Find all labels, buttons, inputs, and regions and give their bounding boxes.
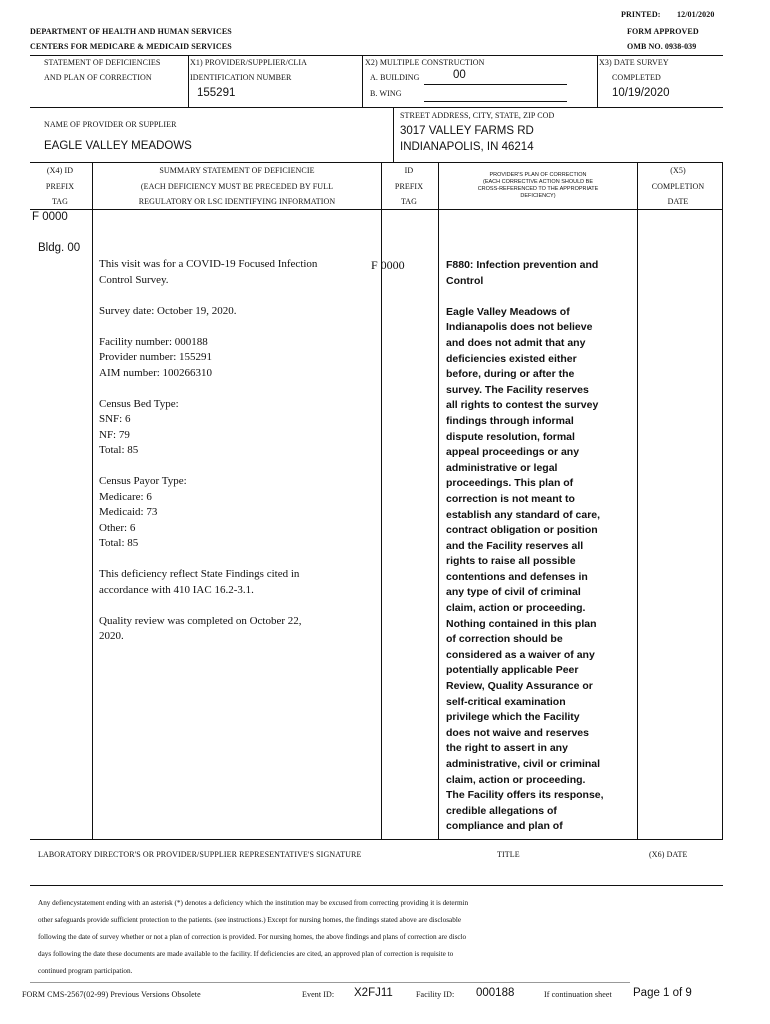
disclaimer-line: Any defiencystatement ending with an asterisk (*) denotes a deficiency which the institution may be excused from correcting providing it is determin: [38, 899, 469, 907]
building-underline: [424, 84, 567, 85]
footer-separator: [30, 982, 630, 983]
title-label: TITLE: [497, 850, 520, 859]
centers-title: CENTERS FOR MEDICARE & MEDICAID SERVICES: [30, 42, 232, 51]
omb-number: OMB NO. 0938-039: [627, 42, 697, 51]
plan-of-correction: [446, 258, 636, 850]
summary-paragraph: Facility number: 000188 Provider number: 155291 AIM number: 100266310: [99, 335, 213, 379]
summary-paragraph: Survey date: October 19, 2020.: [99, 304, 237, 317]
form-approved-label: FORM APPROVED: [627, 27, 699, 36]
id-header-1: ID: [404, 166, 414, 175]
divider: [362, 55, 363, 107]
address-line-1: 3017 VALLEY FARMS RD: [400, 125, 534, 137]
x5-header-1: (X5): [670, 166, 686, 175]
x1-label-1: X1) PROVIDER/SUPPLIER/CLIA: [190, 58, 308, 67]
divider: [393, 107, 394, 162]
plan-header-4: DEFICIENCY): [520, 193, 556, 199]
building-value: 00: [453, 69, 466, 81]
wing-label: B. WING: [370, 89, 402, 98]
divider: [597, 55, 598, 107]
plan-paragraph: F880: Infection prevention and Control: [446, 259, 599, 287]
column-line: [92, 162, 93, 840]
event-id-value: X2FJ11: [354, 987, 393, 999]
summary-paragraph: Quality review was completed on October 22, 2020.: [99, 614, 302, 642]
top-border: [30, 55, 723, 56]
date-label: (X6) DATE: [649, 850, 688, 859]
id-header-2: PREFIX: [394, 182, 424, 191]
summary-statement: [99, 257, 379, 660]
statement-label-1: STATEMENT OF DEFICIENCIES: [44, 58, 161, 67]
id-header-3: TAG: [400, 197, 418, 206]
divider: [188, 55, 189, 107]
column-line: [438, 162, 439, 840]
summary-paragraph: This visit was for a COVID-19 Focused Infection Control Survey.: [99, 258, 318, 286]
plan-paragraph: Eagle Valley Meadows of Indianapolis does not believe and does not admit that any deficiencies existed either before, during or after the survey. The Facility reserves all rights to contest the survey findings through informal dispute resolution, formal appeal proceedings or any administrative or legal proceedings. This plan of correction is not meant to establish any standard of care, contract obligation or position and the Facility reserves all rights to raise all possible contentions and defenses in any type of civil of criminal claim, action or proceeding. Nothing contained in this plan of correction should be considered as a waiver of any potentially applicable Peer Review, Quality Assurance or self-critical examination privilege which the Facility does not waive and reserves the right to assert in any administrative, civil or criminal claim, action or proceeding. The Facility offers its response, credible allegations of compliance and plan of: [446, 305, 604, 833]
wing-underline: [424, 101, 567, 102]
disclaimer-line: continued program participation.: [38, 967, 133, 975]
x4-header-1: (X4) ID: [46, 166, 74, 175]
summary-paragraph: Census Bed Type: SNF: 6 NF: 79 Total: 85: [99, 397, 179, 456]
x5-header-3: DATE: [667, 197, 689, 206]
summary-header-2: (EACH DEFICIENCY MUST BE PRECEDED BY FULL: [140, 182, 334, 191]
facility-id-value: 000188: [476, 987, 515, 999]
address-label: STREET ADDRESS, CITY, STATE, ZIP COD: [400, 111, 555, 120]
plan-header-2: (EACH CORRECTIVE ACTION SHOULD BE: [482, 179, 594, 185]
x1-label-2: IDENTIFICATION NUMBER: [190, 73, 292, 82]
page-number: Page 1 of 9: [633, 987, 692, 999]
survey-completed-date: 10/19/2020: [612, 87, 670, 99]
header-bottom-border: [30, 209, 723, 210]
department-title: DEPARTMENT OF HEALTH AND HUMAN SERVICES: [30, 27, 232, 36]
x3-label-1: X3) DATE SURVEY: [599, 58, 669, 67]
address-line-2: INDIANAPOLIS, IN 46214: [400, 141, 534, 153]
building-label: A. BUILDING: [370, 73, 420, 82]
printed-date: 12/01/2020: [677, 10, 715, 19]
x4-header-2: PREFIX: [45, 182, 75, 191]
row-border: [30, 107, 723, 108]
event-id-label: Event ID:: [302, 990, 335, 999]
plan-header-1: PROVIDER'S PLAN OF CORRECTION: [489, 172, 587, 178]
x3-label-2: COMPLETED: [612, 73, 661, 82]
row-border: [30, 162, 723, 163]
summary-paragraph: Census Payor Type: Medicare: 6 Medicaid: 73 Other: 6 Total: 85: [99, 475, 187, 549]
statement-label-2: AND PLAN OF CORRECTION: [44, 73, 152, 82]
continuation-label: If continuation sheet: [544, 990, 612, 999]
disclaimer-line: other safeguards provide sufficient protection to the patients. (see instructions.) Except for nursing homes, the findings stated above are disclosable: [38, 916, 462, 924]
summary-header-3: REGULATORY OR LSC IDENTIFYING INFORMATION: [138, 197, 336, 206]
x5-header-2: COMPLETION: [651, 182, 705, 191]
form-number: FORM CMS-2567(02-99) Previous Versions Obsolete: [22, 990, 201, 999]
building-tag: Bldg. 00: [38, 242, 81, 254]
disclaimer-line: following the date of survey whether or not a plan of correction is provided. For nursing homes, the above findings and plans of correction are disclo: [38, 933, 467, 941]
provider-id-value: 155291: [197, 87, 236, 99]
x4-header-3: TAG: [51, 197, 69, 206]
provider-name-label: NAME OF PROVIDER OR SUPPLIER: [44, 120, 177, 129]
summary-paragraph: This deficiency reflect State Findings cited in accordance with 410 IAC 16.2-3.1.: [99, 568, 300, 596]
plan-header: [440, 172, 636, 200]
column-line: [722, 162, 723, 840]
signature-bottom-border: [30, 885, 723, 886]
facility-id-label: Facility ID:: [416, 990, 455, 999]
printed-label: PRINTED:: [621, 10, 661, 19]
plan-header-3: CROSS-REFERENCED TO THE APPROPRIATE: [477, 186, 599, 192]
tag-prefix-left: F 0000: [32, 211, 68, 223]
tag-prefix-right: F 0000: [371, 258, 405, 272]
x2-label: X2) MULTIPLE CONSTRUCTION: [365, 58, 485, 67]
provider-name: EAGLE VALLEY MEADOWS: [44, 140, 192, 152]
disclaimer: [38, 895, 728, 980]
director-signature-label: LABORATORY DIRECTOR'S OR PROVIDER/SUPPLIER REPRESENTATIVE'S SIGNATURE: [38, 850, 362, 859]
disclaimer-line: days following the date these documents are made available to the facility. If deficiencies are cited, an approved plan of correction is requisite to: [38, 950, 454, 958]
summary-header-1: SUMMARY STATEMENT OF DEFICIENCIE: [159, 166, 315, 175]
column-line: [637, 162, 638, 840]
